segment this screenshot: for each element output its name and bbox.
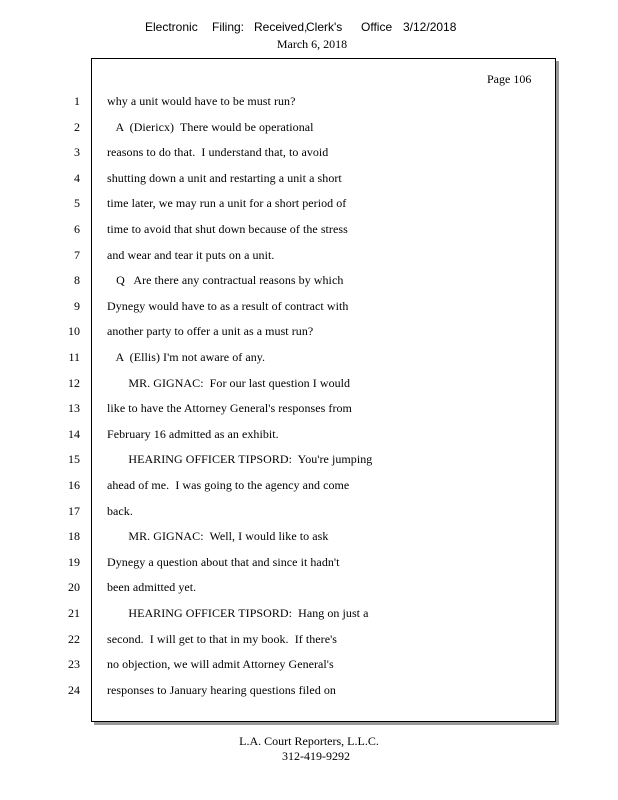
transcript-line — [0, 273, 618, 293]
stamp-filing: Filing: — [212, 20, 245, 34]
line-number: 12 — [68, 375, 80, 390]
line-number: 23 — [68, 657, 80, 672]
transcript-line — [0, 504, 618, 524]
transcript-line — [0, 324, 618, 344]
footer-company: L.A. Court Reporters, L.L.C. — [239, 734, 379, 748]
line-number: 11 — [68, 350, 80, 364]
line-text: Dynegy a question about that and since it hadn't — [107, 554, 340, 569]
line-text: Q Are there any contractual reasons by which — [107, 273, 344, 288]
line-number: 13 — [68, 401, 80, 416]
line-text: Dynegy would have to as a result of contract with — [107, 298, 349, 313]
line-number: 5 — [74, 196, 80, 211]
line-number: 21 — [68, 606, 80, 620]
stamp-office: Office — [361, 20, 393, 34]
line-number: 16 — [68, 478, 80, 492]
line-text: HEARING OFFICER TIPSORD: You're jumping — [107, 452, 373, 467]
line-number: 24 — [68, 682, 80, 697]
line-text: A (Ellis) I'm not aware of any. — [107, 350, 266, 364]
line-text: like to have the Attorney General's responses from — [107, 401, 352, 416]
line-text: second. I will get to that in my book. If there's — [107, 631, 337, 646]
line-number: 6 — [74, 222, 80, 236]
line-text: HEARING OFFICER TIPSORD: Hang on just a — [107, 606, 369, 620]
line-text: been admitted yet. — [107, 580, 197, 595]
line-text: shutting down a unit and restarting a unit a short — [107, 170, 342, 185]
line-number: 19 — [68, 554, 80, 569]
transcript-line — [0, 171, 618, 191]
line-number: 17 — [68, 503, 80, 518]
line-text: why a unit would have to be must run? — [107, 94, 296, 108]
line-text: another party to offer a unit as a must run? — [107, 324, 314, 339]
line-number: 22 — [68, 631, 80, 646]
line-text: responses to January hearing questions filed on — [107, 682, 336, 697]
transcript-line — [0, 222, 618, 242]
transcript-line — [0, 478, 618, 498]
transcript-line — [0, 606, 618, 626]
transcript-line — [0, 94, 618, 114]
transcript-line — [0, 120, 618, 140]
line-number: 8 — [74, 273, 80, 288]
line-number: 9 — [74, 298, 80, 313]
line-number: 3 — [74, 145, 80, 160]
line-number: 14 — [68, 426, 80, 441]
footer-phone: 312-419-9292 — [282, 749, 350, 763]
line-text: A (Diericx) There would be operational — [107, 119, 314, 134]
stamp-electronic: Electronic — [145, 20, 198, 34]
line-text: back. — [107, 503, 133, 518]
hearing-date: March 6, 2018 — [276, 37, 348, 51]
line-text: February 16 admitted as an exhibit. — [107, 426, 279, 441]
line-text: time later, we may run a unit for a short period of — [107, 196, 347, 211]
line-text: and wear and tear it puts on a unit. — [107, 247, 275, 262]
transcript-line — [0, 632, 618, 652]
line-number: 4 — [74, 170, 80, 185]
line-text: reasons to do that. I understand that, to avoid — [107, 145, 329, 160]
transcript-line — [0, 555, 618, 575]
transcript-line — [0, 376, 618, 396]
line-number: 18 — [68, 529, 80, 544]
line-number: 2 — [74, 119, 80, 134]
transcript-line — [0, 299, 618, 319]
line-number: 10 — [68, 324, 80, 339]
stamp-clerks: Clerk's — [306, 20, 343, 34]
line-number: 15 — [68, 452, 80, 467]
transcript-line — [0, 657, 618, 677]
transcript-line — [0, 145, 618, 165]
stamp-received: Received, — [254, 20, 308, 34]
transcript-line — [0, 248, 618, 268]
transcript-line — [0, 529, 618, 549]
transcript-line — [0, 683, 618, 703]
line-number: 1 — [74, 94, 80, 108]
stamp-date: 3/12/2018 — [403, 20, 457, 34]
transcript-line — [0, 452, 618, 472]
line-text: MR. GIGNAC: For our last question I would — [107, 375, 351, 390]
electronic-filing-stamp — [0, 20, 618, 36]
line-text: time to avoid that shut down because of the stress — [107, 222, 348, 236]
transcript-line — [0, 580, 618, 600]
transcript-line — [0, 427, 618, 447]
line-text: ahead of me. I was going to the agency and come — [107, 478, 350, 492]
transcript-line — [0, 196, 618, 216]
line-text: MR. GIGNAC: Well, I would like to ask — [107, 529, 329, 544]
line-text: no objection, we will admit Attorney General's — [107, 657, 334, 672]
transcript-line — [0, 401, 618, 421]
line-number: 7 — [74, 247, 80, 262]
page-number: Page 106 — [487, 72, 532, 86]
line-number: 20 — [68, 580, 80, 595]
transcript-line — [0, 350, 618, 370]
